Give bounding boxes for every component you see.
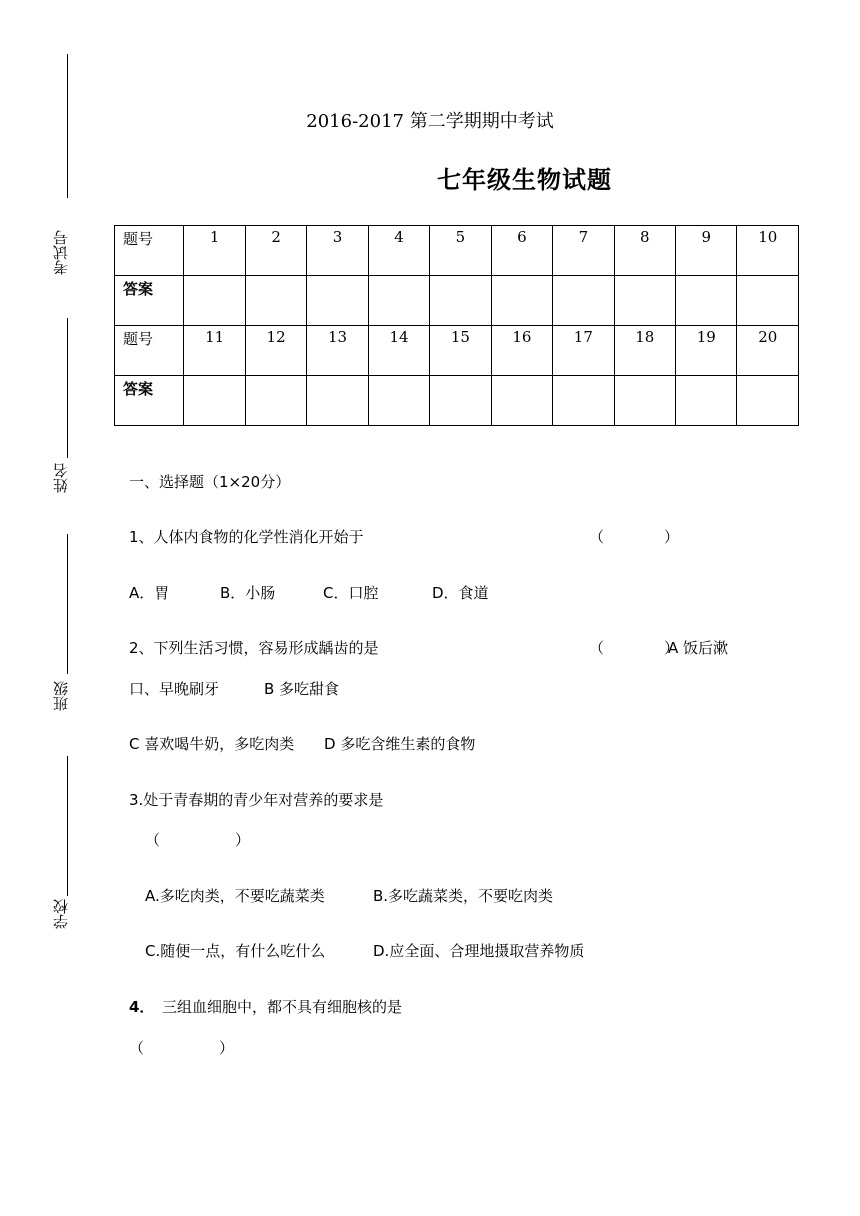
table-cell-number: 9 [676,226,737,276]
margin-label-class: 班级 [52,681,70,711]
table-row-answers-1 [115,276,799,326]
table-answer-cell[interactable] [553,276,614,326]
table-cell-number: 2 [245,226,306,276]
table-row-answers-2 [115,376,799,426]
margin-label-name: 姓名 [52,463,70,493]
answer-table [114,225,799,426]
exam-title: 2016-2017 第二学期期中考试 [306,111,554,132]
table-label-answer: 答案 [115,276,184,326]
table-answer-cell[interactable] [737,276,799,326]
margin-line-4 [67,756,68,896]
question-4-stem: 三组血细胞中，都不具有细胞核的是 [162,998,403,1016]
table-cell-number: 17 [553,326,614,376]
question-3-stem: 3.处于青春期的青少年对营养的要求是 [129,791,384,809]
table-answer-cell[interactable] [184,376,245,426]
question-2-option-a-part2: 口、早晚刷牙 [129,680,220,698]
section-heading: 一、选择题（1×20分） [129,473,291,491]
table-label-question-number: 题号 [115,226,184,276]
question-3-option-c: C.随便一点，有什么吃什么 [145,942,326,960]
table-answer-cell[interactable] [676,376,737,426]
table-answer-cell[interactable] [245,276,306,326]
table-answer-cell[interactable] [676,276,737,326]
table-answer-cell[interactable] [307,276,368,326]
table-cell-number: 13 [307,326,368,376]
question-2-stem: 2、下列生活习惯，容易形成龋齿的是 [129,639,379,657]
table-answer-cell[interactable] [368,276,429,326]
margin-label-exam-no: 考试号 [52,230,70,276]
question-4-number: 4． [129,998,155,1016]
exam-subtitle: 七年级生物试题 [437,166,612,194]
table-cell-number: 4 [368,226,429,276]
question-1-option-d: D．食道 [432,584,489,602]
table-cell-number: 1 [184,226,245,276]
question-3-option-a: A.多吃肉类，不要吃蔬菜类 [145,887,325,905]
table-answer-cell[interactable] [368,376,429,426]
margin-label-school: 学校 [52,899,70,929]
table-answer-cell[interactable] [184,276,245,326]
table-cell-number: 12 [245,326,306,376]
table-answer-cell[interactable] [491,276,552,326]
question-3-option-b: B.多吃蔬菜类，不要吃肉类 [373,887,554,905]
table-cell-number: 8 [614,226,675,276]
table-cell-number: 14 [368,326,429,376]
table-cell-number: 16 [491,326,552,376]
table-cell-number: 18 [614,326,675,376]
table-cell-number: 3 [307,226,368,276]
table-answer-cell[interactable] [430,276,491,326]
question-2-option-a-part1: A 饭后漱 [668,639,729,657]
question-2-option-d: D 多吃含维生素的食物 [324,735,476,753]
table-answer-cell[interactable] [430,376,491,426]
table-cell-number: 6 [491,226,552,276]
table-answer-cell[interactable] [245,376,306,426]
table-row-numbers-2 [115,326,799,376]
margin-line-3 [67,534,68,674]
question-1-stem: 1、人体内食物的化学性消化开始于 [129,528,364,546]
table-answer-cell[interactable] [614,276,675,326]
table-label-question-number: 题号 [115,326,184,376]
table-cell-number: 20 [737,326,799,376]
table-answer-cell[interactable] [307,376,368,426]
table-cell-number: 15 [430,326,491,376]
question-1-option-c: C．口腔 [323,584,379,602]
question-4-paren: （ ） [129,1039,235,1057]
table-answer-cell[interactable] [737,376,799,426]
question-2-paren: （ ） [589,639,680,657]
margin-line-2 [67,318,68,458]
table-answer-cell[interactable] [614,376,675,426]
question-2-option-b: B 多吃甜食 [264,680,340,698]
table-cell-number: 7 [553,226,614,276]
table-answer-cell[interactable] [553,376,614,426]
table-cell-number: 11 [184,326,245,376]
question-1-paren: （ ） [589,528,680,546]
question-1-option-a: A．胃 [129,584,170,602]
table-answer-cell[interactable] [491,376,552,426]
table-cell-number: 19 [676,326,737,376]
question-3-option-d: D.应全面、合理地摄取营养物质 [373,942,585,960]
question-1-option-b: B．小肠 [220,584,276,602]
table-label-answer: 答案 [115,376,184,426]
table-row-numbers-1 [115,226,799,276]
question-2-option-c: C 喜欢喝牛奶，多吃肉类 [129,735,295,753]
question-3-paren: （ ） [145,831,251,849]
table-cell-number: 10 [737,226,799,276]
table-cell-number: 5 [430,226,491,276]
